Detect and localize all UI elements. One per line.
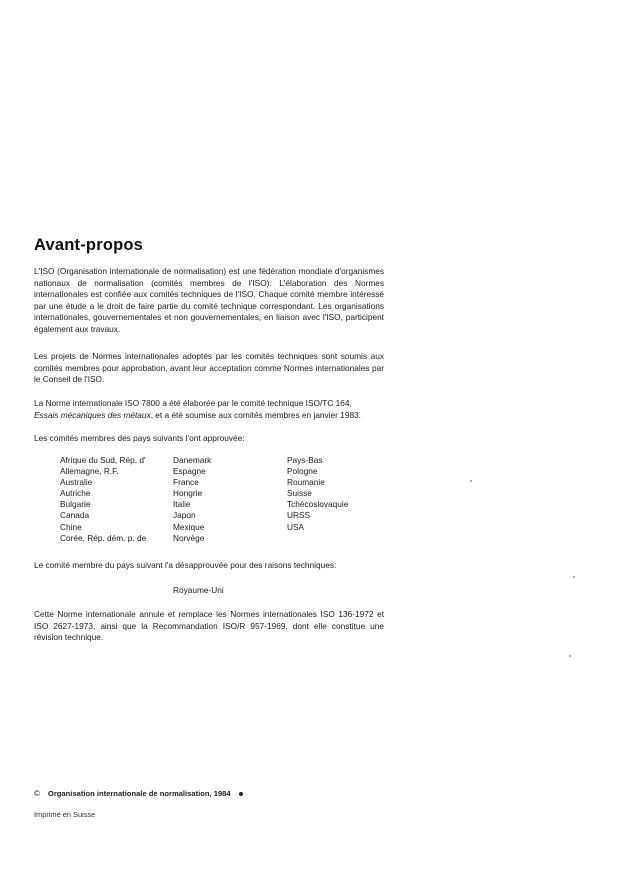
country-item: Espagne — [173, 466, 206, 477]
disapproval-intro: Le comité membre du pays suivant l'a désapprouvée pour des raisons techniques: — [34, 560, 337, 570]
committee-title: Essais mécaniques des métaux — [34, 409, 151, 420]
copyright-text: Organisation internationale de normalisation, 1984 — [47, 789, 231, 798]
standard-info-text: La Norme internationale ISO 7800 a été élaborée par le comité technique ISO/TC 164, — [34, 398, 352, 408]
copyright-icon: © — [34, 789, 40, 798]
country-item: Autriche — [60, 488, 91, 499]
country-item: Pays-Bas — [287, 455, 323, 465]
countries-column-1 — [60, 455, 146, 544]
country-item: Tchécoslovaquie — [287, 499, 349, 510]
country-item: Mexique — [173, 521, 205, 532]
country-item: France — [173, 477, 199, 488]
countries-column-2 — [173, 455, 211, 544]
country-item: Italie — [173, 499, 191, 510]
country-item: Pologne — [287, 466, 318, 477]
bullet-icon — [239, 792, 243, 796]
standard-info-paragraph — [34, 398, 384, 421]
country-item: Canada — [60, 510, 90, 521]
standard-info-text-end: , et a été soumise aux comités membres en janvier 1983. — [150, 409, 361, 420]
scan-speck — [569, 655, 571, 657]
country-item: Afrique du Sud, Rép. d' — [60, 455, 146, 465]
disapproving-country: Royaume-Uni — [173, 585, 224, 595]
country-item: Corée, Rép. dém. p. de — [60, 532, 147, 543]
country-item: Hongrie — [173, 488, 203, 499]
printed-in-note: Imprimé en Suisse — [34, 810, 96, 819]
country-item: Japon — [173, 510, 196, 521]
country-item: USA — [287, 521, 305, 532]
scan-speck — [573, 576, 575, 578]
replacement-paragraph: Cette Norme internationale annule et remplace les Normes internationales ISO 136-1972 et ISO 2627-1973, ainsi que la Recommandation ISO/R 957-1969, dont elle constitue une révision technique. — [34, 609, 384, 643]
country-item: Chine — [60, 521, 82, 532]
intro-paragraph: L'ISO (Organisation internationale de normalisation) est une fédération mondiale d'organismes nationaux de normalisation (comités membres de l'ISO). L'élaboration des Normes internationales est confiée aux comités techniques de l'ISO. Chaque comité membre intéressé par une étude a le droit de faire partie du comité technique correspondant. Les organisations internationales, gouvernementales et non gouvernementales, en liaison avec l'ISO, participent également aux travaux. — [34, 266, 384, 334]
country-item: Roumanie — [287, 477, 325, 488]
country-item: Australie — [60, 477, 93, 488]
country-item: Allemagne, R.F. — [60, 466, 119, 477]
country-item: Suisse — [287, 488, 312, 499]
page-title: Avant-propos — [34, 236, 144, 254]
country-item: Danemark — [173, 455, 212, 465]
approval-intro: Les comités membres des pays suivants l'ont approuvée: — [34, 433, 245, 443]
country-item: Bulgarie — [60, 499, 91, 510]
scan-speck — [470, 480, 472, 482]
copyright-line — [34, 789, 243, 798]
countries-column-3 — [287, 455, 348, 533]
country-item: Norvège — [173, 532, 205, 543]
adoption-paragraph: Les projets de Normes internationales adoptés par les comités techniques sont soumis aux comités membres pour approbation, avant leur acceptation comme Normes internationales par le Conseil de l'ISO. — [34, 351, 384, 385]
country-item: URSS — [287, 510, 311, 521]
